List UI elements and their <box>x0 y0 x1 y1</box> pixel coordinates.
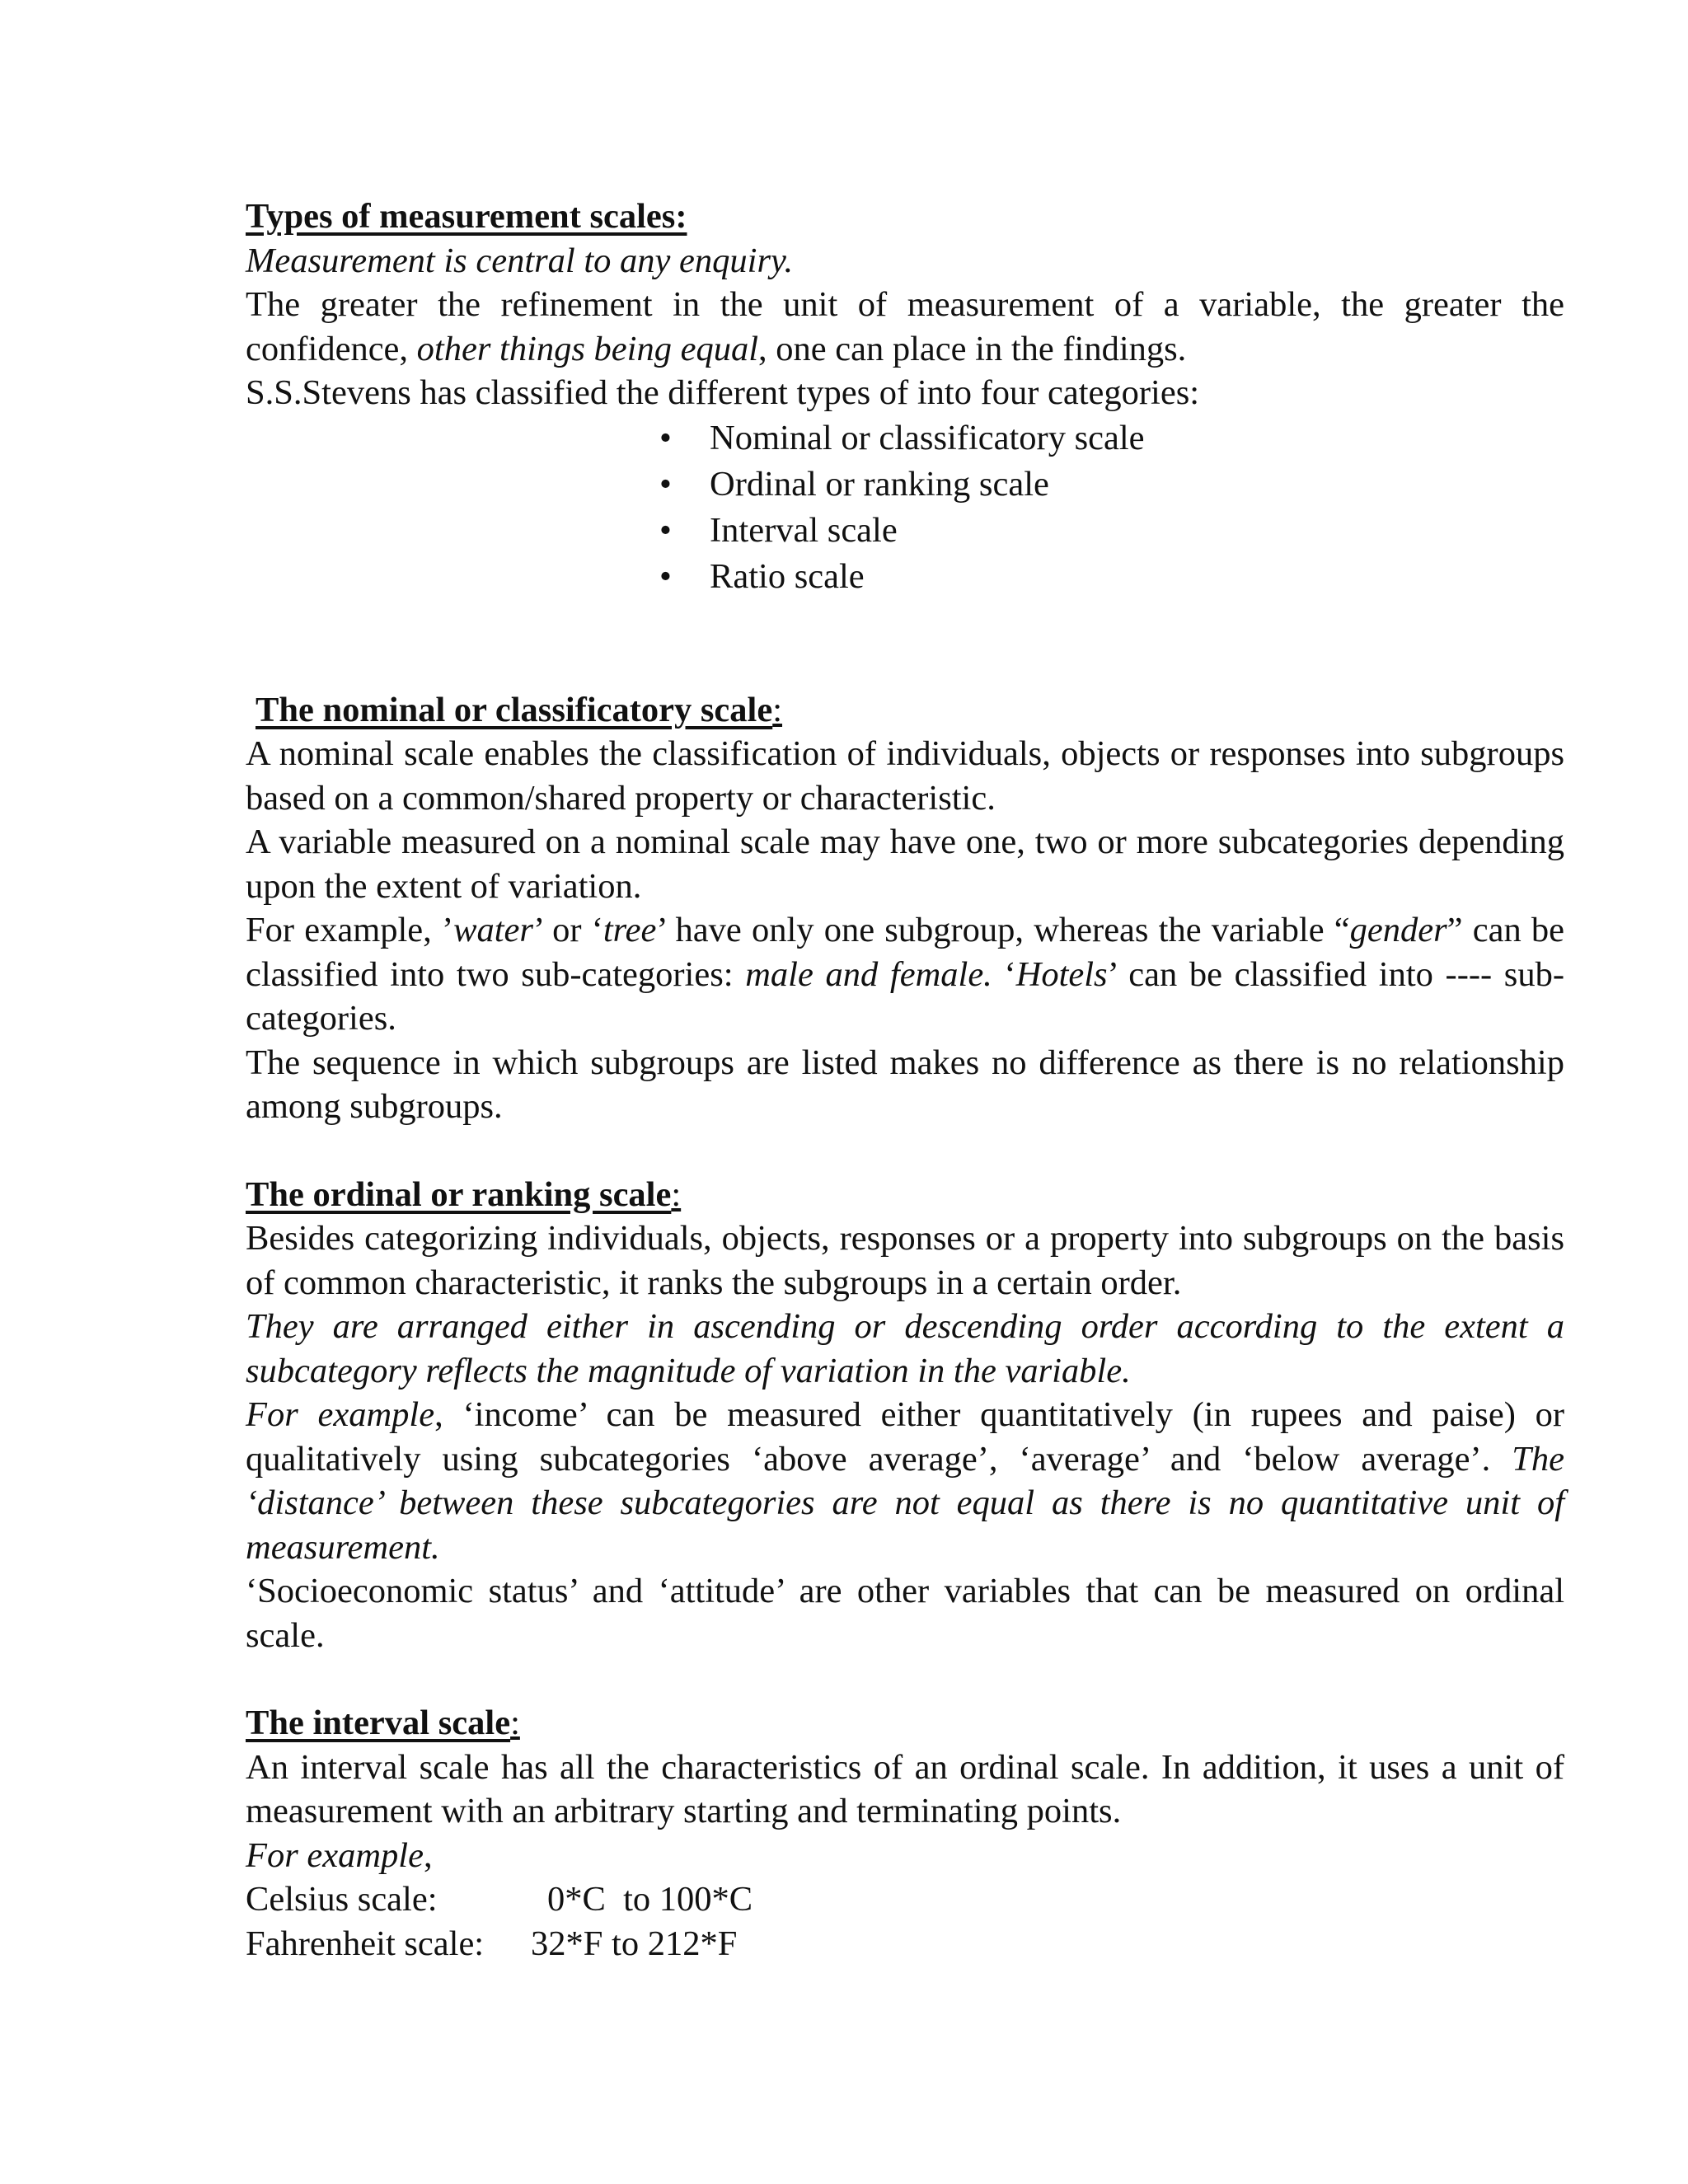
list-item: • Ordinal or ranking scale <box>246 462 1564 508</box>
section-heading-interval: The interval scale: <box>246 1704 520 1742</box>
spacer <box>246 1657 1564 1701</box>
nominal-paragraph-2: A variable measured on a nominal scale may have one, two or more subcategories depending upon the extent of variation. <box>246 823 1564 906</box>
nominal-paragraph-1: A nominal scale enables the classification of individuals, objects or responses into subgroups based on a common/shared property or characteristic. <box>246 734 1564 818</box>
intro-line: Measurement is central to any enquiry. <box>246 241 794 280</box>
ordinal-paragraph-1: Besides categorizing individuals, objects, responses or a property into subgroups on the basis of common characteristic, it ranks the subgroups in a certain order. <box>246 1219 1564 1302</box>
stevens-paragraph: S.S.Stevens has classified the different types of into four categories: <box>246 373 1200 412</box>
list-item: • Nominal or classificatory scale <box>246 415 1564 462</box>
interval-paragraph-1: An interval scale has all the characteristics of an ordinal scale. In addition, it uses a unit of measurement with an arbitrary starting and terminating points. <box>246 1747 1564 1830</box>
bullet-icon: • <box>659 556 672 596</box>
celsius-row <box>246 1877 1564 1922</box>
fahrenheit-label: Fahrenheit scale: <box>246 1924 485 1963</box>
nominal-paragraph-4: The sequence in which subgroups are listed makes no difference as there is no relationship among subgroups. <box>246 1043 1564 1126</box>
ordinal-example-paragraph: For example, ‘income’ can be measured either quantitatively (in rupees and paise) or qualitatively using subcategories ‘above average’, ‘average’ and ‘below average’. The ‘distance’ between these subcategories are not equal as there is no quantitative unit of measurement. <box>246 1395 1565 1567</box>
bullet-icon: • <box>659 464 672 504</box>
refinement-paragraph: The greater the refinement in the unit of measurement of a variable, the greater the confidence, other things being equal, one can place in the findings. <box>246 285 1564 368</box>
bullet-icon: • <box>659 418 672 457</box>
nominal-example-paragraph: For example, ’water’ or ‘tree’ have only one subgroup, whereas the variable “gender” can be classified into two sub-categories: male and female. ‘Hotels’ can be classified into ---- sub-categories. <box>246 911 1564 1038</box>
section-heading-types: Types of measurement scales: <box>246 197 687 236</box>
ordinal-paragraph-4: ‘Socioeconomic status’ and ‘attitude’ are other variables that can be measured on ordinal scale. <box>246 1572 1564 1655</box>
fahrenheit-value: 32*F to 212*F <box>531 1924 738 1963</box>
section-heading-nominal: The nominal or classificatory scale: <box>256 690 783 729</box>
spacer <box>246 1129 1564 1173</box>
document-page <box>246 194 1564 1966</box>
ordinal-paragraph-2: They are arranged either in ascending or descending order according to the extent a subcategory reflects the magnitude of variation in the variable. <box>246 1307 1564 1390</box>
fahrenheit-row <box>246 1922 1564 1966</box>
celsius-label: Celsius scale: <box>246 1880 438 1919</box>
bullet-icon: • <box>659 510 672 550</box>
celsius-value: 0*C to 100*C <box>547 1880 753 1919</box>
interval-example-label: For example, <box>246 1835 433 1875</box>
list-item: • Interval scale <box>246 508 1564 554</box>
spacer <box>246 600 1564 688</box>
scale-types-list <box>246 415 1564 600</box>
section-heading-ordinal: The ordinal or ranking scale: <box>246 1174 682 1214</box>
list-item: • Ratio scale <box>246 554 1564 600</box>
